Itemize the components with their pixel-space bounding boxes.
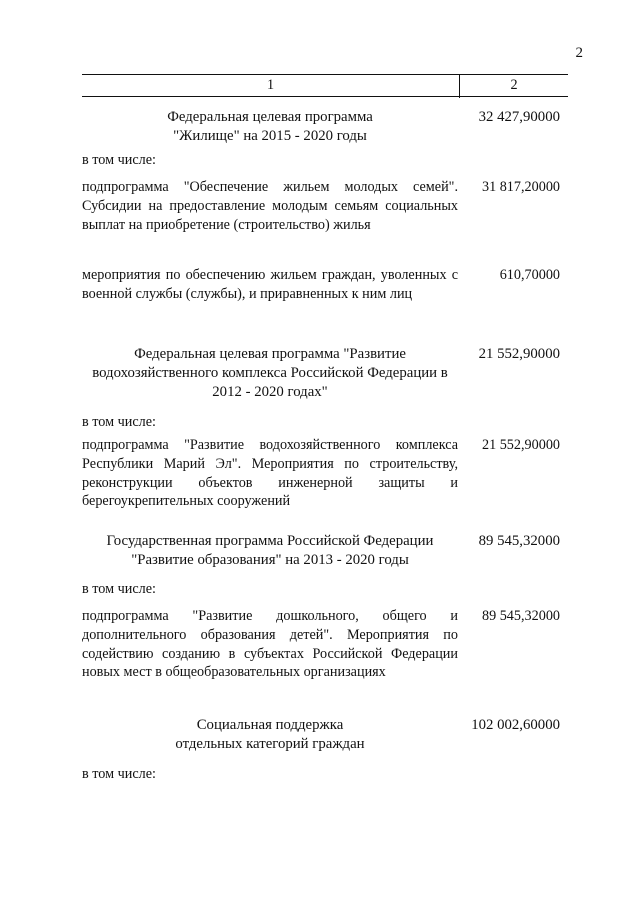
header-col-1: 1 [266, 77, 275, 93]
header-top-rule [82, 74, 568, 75]
row-value: 31 817,20000 [481, 179, 560, 195]
row-text: в том числе: [82, 766, 156, 782]
row-value: 21 552,90000 [481, 437, 560, 453]
row-text: мероприятия по обеспечению жильем граждан, уволенных с военной службы (службы), и приравненных к ним лиц [82, 267, 458, 302]
header-bottom-rule [82, 96, 568, 97]
row-value: 32 427,90000 [478, 109, 560, 125]
page-number: 2 [575, 45, 583, 61]
row-value: 21 552,90000 [478, 346, 560, 362]
row-text: Социальная поддержка отдельных категорий граждан [175, 717, 365, 752]
table-header [82, 74, 568, 99]
row-text: в том числе: [82, 414, 156, 430]
row-value: 610,70000 [499, 267, 560, 283]
row-text: подпрограмма "Развитие водохозяйственного комплекса Республики Марий Эл". Мероприятия по строительству, реконструкции объектов инженерной защиты и берегоукрепительных сооружений [82, 437, 458, 510]
row-text: Федеральная целевая программа "Жилище" на 2015 - 2020 годы [167, 109, 373, 144]
row-text: в том числе: [82, 581, 156, 597]
row-value: 89 545,32000 [481, 608, 560, 624]
row-text: в том числе: [82, 152, 156, 168]
row-text: Федеральная целевая программа "Развитие водохозяйственного комплекса Российской Федерации в 2012 - 2020 годах" [92, 346, 448, 400]
row-text: подпрограмма "Развитие дошкольного, общего и дополнительного образования детей". Мероприятия по содействию созданию в субъектах Российской Федерации новых мест в общеобразовательных организациях [82, 608, 458, 681]
header-col-2: 2 [510, 77, 518, 93]
row-value: 102 002,60000 [471, 717, 560, 733]
row-text: Государственная программа Российской Федерации "Развитие образования" на 2013 - 2020 годы [106, 533, 434, 568]
row-text: подпрограмма "Обеспечение жильем молодых семей". Субсидии на предоставление молодым семьям социальных выплат на приобретение (строительство) жилья [82, 179, 458, 233]
row-value: 89 545,32000 [478, 533, 560, 549]
